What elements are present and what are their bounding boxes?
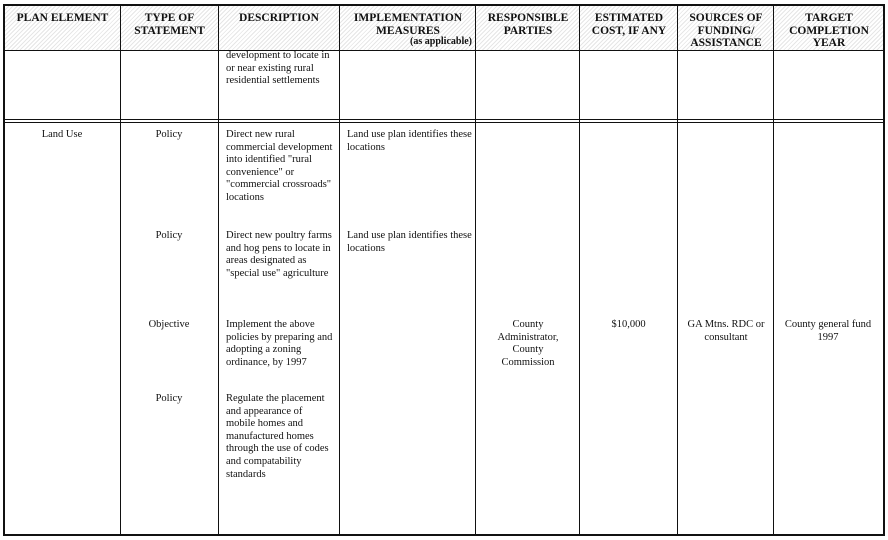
item-description: Direct new rural commercial development into identified "rural convenience" or "commercial crossroads" locations	[226, 129, 333, 203]
item-target-completion: County general fund 1997	[784, 319, 872, 343]
item-description: Direct new poultry farms and hog pens to locate in areas designated as "special use" agriculture	[226, 230, 332, 279]
header-sources-of-funding: SOURCES OF FUNDING/ ASSISTANCE	[689, 12, 763, 49]
item-implementation: Land use plan identifies these locations	[347, 230, 472, 254]
col-rule	[475, 4, 476, 536]
header-implementation-sub: (as applicable)	[410, 36, 472, 47]
table-header	[4, 4, 884, 51]
item-description: Implement the above policies by preparing and adopting a zoning ordinance, by 1997	[226, 319, 333, 368]
item-estimated-cost: $10,000	[611, 319, 646, 330]
item-funding-source: GA Mtns. RDC or consultant	[687, 319, 765, 343]
item-description: Regulate the placement and appearance of mobile homes and manufactured homes through the use of codes and compatability standards	[226, 393, 329, 480]
header-plan-element: PLAN ELEMENT	[16, 12, 109, 24]
header-target-completion: TARGET COMPLETION YEAR	[789, 12, 869, 49]
header-implementation-label: IMPLEMENTATION MEASURES	[353, 12, 463, 37]
plan-element-land-use: Land Use	[41, 129, 83, 140]
header-type-of-statement: TYPE OF STATEMENT	[134, 12, 205, 37]
col-rule	[579, 4, 580, 536]
header-implementation	[340, 6, 476, 50]
col-rule	[218, 4, 219, 536]
header-description: DESCRIPTION	[239, 12, 319, 24]
item-type: Policy	[155, 393, 183, 404]
continued-description: development to locate in or near existing rural residential settlements	[226, 50, 330, 87]
row-divider	[4, 119, 884, 123]
item-type: Policy	[155, 230, 183, 241]
item-responsible-parties: County Administrator, County Commission	[497, 319, 559, 368]
col-rule	[677, 4, 678, 536]
border-right	[883, 4, 885, 536]
col-rule	[120, 4, 121, 536]
item-implementation: Land use plan identifies these locations	[347, 129, 472, 153]
border-left	[3, 4, 5, 536]
border-bottom	[4, 534, 884, 536]
item-type: Policy	[155, 129, 183, 140]
col-rule	[339, 4, 340, 536]
col-rule	[773, 4, 774, 536]
header-responsible-parties: RESPONSIBLE PARTIES	[487, 12, 569, 37]
item-type: Objective	[148, 319, 190, 330]
header-estimated-cost: ESTIMATED COST, IF ANY	[591, 12, 667, 37]
